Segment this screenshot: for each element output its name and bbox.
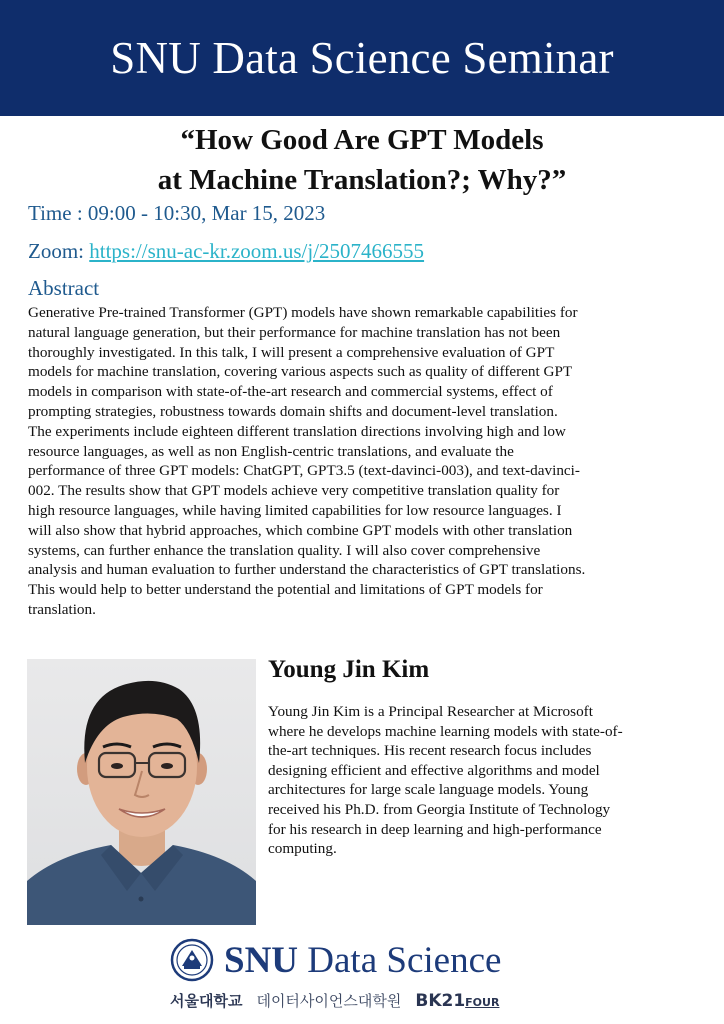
zoom-link[interactable]: https://snu-ac-kr.zoom.us/j/2507466555 bbox=[89, 239, 425, 263]
bio-line: where he develops machine learning models with state-of- bbox=[268, 722, 623, 740]
abstract-line: analysis and human evaluation to further understand the characteristics of GPT translations. bbox=[28, 561, 586, 579]
talk-title-line-1: “How Good Are GPT Models bbox=[180, 124, 544, 156]
abstract-line: This would help to better understand the potential and limitations of GPT models for bbox=[28, 581, 543, 599]
footer-affiliations bbox=[170, 990, 499, 1011]
brand-text bbox=[224, 939, 501, 982]
abstract-line: thoroughly investigated. In this talk, I will present a comprehensive evaluation of GPT bbox=[28, 343, 555, 361]
abstract-line: translation. bbox=[28, 600, 96, 618]
abstract-line: will also show that hybrid approaches, which combine GPT models with other translation bbox=[28, 521, 573, 539]
abstract-line: 002. The results show that GPT models achieve very competitive translation quality for bbox=[28, 482, 560, 500]
abstract-line: prompting strategies, robustness towards domain shifts and document-level translation. bbox=[28, 402, 558, 420]
bio-line: computing. bbox=[268, 840, 337, 858]
speaker-portrait-illustration bbox=[27, 659, 256, 925]
abstract-line: The experiments include eighteen different translation directions involving high and low bbox=[28, 422, 566, 440]
seminar-banner bbox=[0, 0, 724, 116]
zoom-label: Zoom: bbox=[28, 239, 90, 263]
bio-line: received his Ph.D. from Georgia Institute of Technology bbox=[268, 800, 611, 818]
speaker-bio bbox=[268, 702, 688, 859]
speaker-photo bbox=[27, 659, 256, 925]
bk21-label: BK21 bbox=[415, 991, 466, 1011]
bio-line: Young Jin Kim is a Principal Researcher at Microsoft bbox=[268, 703, 593, 720]
snu-data-science-logo bbox=[170, 938, 501, 982]
abstract-body bbox=[28, 303, 704, 620]
snu-emblem-icon bbox=[170, 938, 214, 982]
seminar-title: SNU Data Science Seminar bbox=[110, 33, 614, 83]
abstract-line: Generative Pre-trained Transformer (GPT) models have shown remarkable capabilities for bbox=[28, 304, 578, 321]
bio-line: for his research in deep learning and high-performance bbox=[268, 820, 602, 838]
bio-line: architectures for large scale language models. Young bbox=[268, 781, 589, 799]
talk-title bbox=[0, 120, 724, 200]
abstract-line: resource languages, as well as non English-centric translations, and evaluate the bbox=[28, 442, 514, 460]
univ-name-kr: 서울대학교 bbox=[170, 992, 243, 1010]
abstract-line: natural language generation, but their performance for machine translation has not been bbox=[28, 323, 561, 341]
abstract-line: systems, can further enhance the translation quality. I will also cover comprehensive bbox=[28, 541, 541, 559]
abstract-line: models in comparison with state-of-the-art research and commercial systems, effect of bbox=[28, 383, 553, 401]
zoom-line bbox=[28, 239, 424, 264]
talk-time: Time : 09:00 - 10:30, Mar 15, 2023 bbox=[28, 201, 326, 225]
brand-data-science: Data Science bbox=[307, 939, 502, 981]
bk21-four-label: FOUR bbox=[465, 996, 500, 1009]
abstract-line: models for machine translation, covering various aspects such as quality of different GPT bbox=[28, 363, 573, 381]
abstract-heading: Abstract bbox=[28, 276, 100, 300]
grad-school-name-kr: 데이터사이언스대학원 bbox=[256, 992, 402, 1010]
talk-title-line-2: at Machine Translation?; Why?” bbox=[157, 164, 567, 196]
abstract-line: performance of three GPT models: ChatGPT, GPT3.5 (text-davinci-003), and text-davinci- bbox=[28, 462, 580, 480]
brand-snu: SNU bbox=[224, 939, 299, 981]
abstract-line: high resource languages, while having limited capabilities for low resource languages. I bbox=[28, 501, 562, 519]
bio-line: designing efficient and effective algorithms and model bbox=[268, 761, 600, 779]
bio-line: the-art techniques. His recent research focus includes bbox=[268, 742, 592, 760]
speaker-name: Young Jin Kim bbox=[268, 656, 430, 683]
